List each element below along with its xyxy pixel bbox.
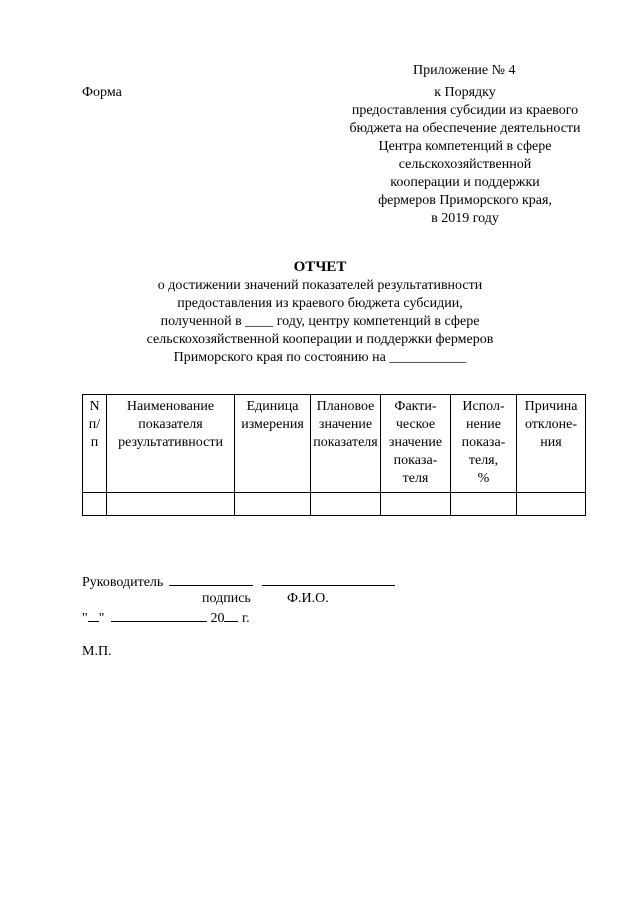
column-header-deviation-reason: Причина отклоне- ния <box>517 395 586 493</box>
table-header-row <box>83 395 586 493</box>
table-cell[interactable] <box>83 493 107 516</box>
column-header-indicator-name: Наименование показателя результативности <box>107 395 235 493</box>
date-quote-open: " <box>82 611 88 626</box>
report-title: ОТЧЕТ <box>293 259 347 275</box>
report-table <box>82 394 586 516</box>
report-subtitle-line: сельскохозяйственной кооперации и поддержки фермеров <box>146 332 494 347</box>
report-subtitle-line: о достижении значений показателей результативности <box>157 278 483 293</box>
table-row <box>83 493 586 516</box>
appendix-line: фермеров Приморского края, <box>378 193 552 208</box>
date-quote-close: " <box>98 611 105 626</box>
appendix-reference <box>340 84 590 228</box>
appendix-line: в 2019 году <box>431 211 499 226</box>
signature-blank[interactable] <box>169 572 253 586</box>
table-cell[interactable] <box>107 493 235 516</box>
signature-captions-row <box>82 590 482 608</box>
year-prefix: 20 <box>210 611 225 626</box>
signature-block <box>82 572 482 626</box>
date-row <box>82 608 482 626</box>
appendix-line: предоставления субсидии из краевого <box>351 103 579 118</box>
year-blank[interactable] <box>224 608 238 622</box>
signature-row <box>82 572 482 590</box>
appendix-line: Центра компетенций в сфере <box>378 139 552 154</box>
report-subtitle-line: полученной в ____ году, центру компетенций в сфере <box>160 314 480 329</box>
report-heading <box>100 258 540 367</box>
full-name-blank[interactable] <box>262 572 395 586</box>
table-cell[interactable] <box>517 493 586 516</box>
year-suffix: г. <box>241 611 250 626</box>
column-header-execution-percent: Испол- нение показа- теля, % <box>451 395 517 493</box>
table-cell[interactable] <box>381 493 451 516</box>
column-header-planned-value: Плановое значение показателя <box>311 395 381 493</box>
appendix-title: Приложение № 4 <box>413 63 516 78</box>
table-cell[interactable] <box>235 493 311 516</box>
column-header-number: N п/ п <box>83 395 107 493</box>
column-header-unit: Единица измерения <box>235 395 311 493</box>
report-subtitle-line: Приморского края по состоянию на ___________ <box>173 350 467 365</box>
report-subtitle-line: предоставления из краевого бюджета субсидии, <box>177 296 463 311</box>
column-header-actual-value: Факти- ческое значение показа- теля <box>381 395 451 493</box>
appendix-line: кооперации и поддержки <box>390 175 540 190</box>
appendix-line: сельскохозяйственной <box>398 157 532 172</box>
signature-caption: подпись <box>202 591 251 606</box>
appendix-line: к Порядку <box>434 85 496 100</box>
form-label: Форма <box>82 85 122 100</box>
appendix-line: бюджета на обеспечение деятельности <box>349 121 581 136</box>
seal-label: М.П. <box>82 644 112 659</box>
table-cell[interactable] <box>311 493 381 516</box>
month-blank[interactable] <box>111 608 207 622</box>
day-blank[interactable] <box>88 608 99 622</box>
head-label: Руководитель <box>82 575 164 590</box>
full-name-caption: Ф.И.О. <box>287 591 329 606</box>
table-cell[interactable] <box>451 493 517 516</box>
